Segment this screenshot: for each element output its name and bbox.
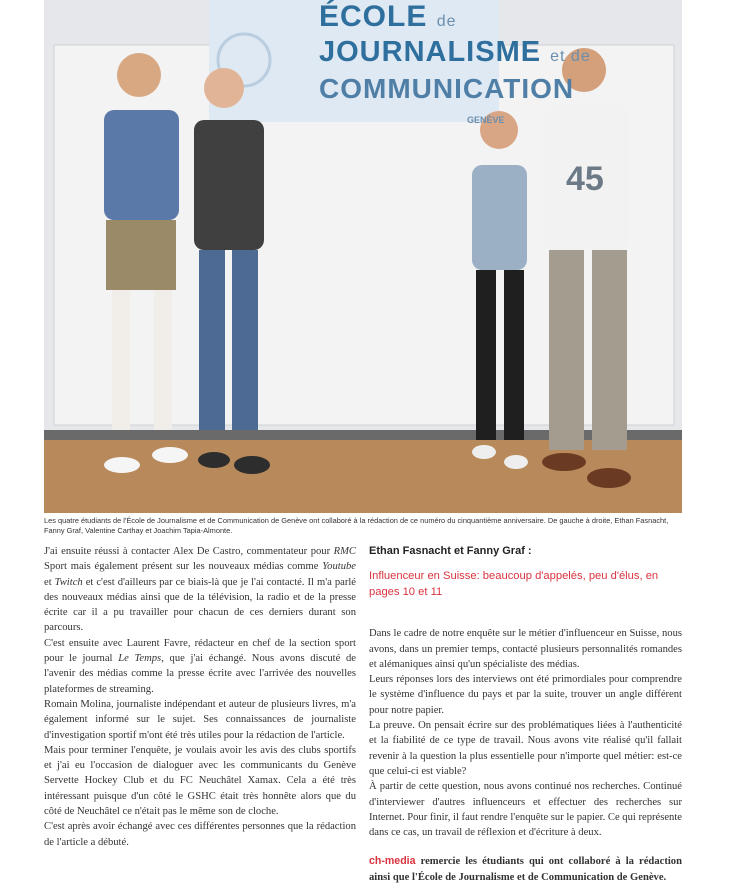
article-author: Ethan Fasnacht et Fanny Graf : (369, 545, 532, 557)
photo-caption: Les quatre étudiants de l'École de Journalisme et de Communication de Genève ont collaboré à la rédaction de ce numéro du cinquantième anniversaire. De gauche à droite, Ethan Fasnacht, Fanny Graf, Valentine Carthay et Joachim Tapia-Almonte. (44, 516, 669, 535)
banner-line-2: JOURNALISME (319, 36, 542, 68)
banner-line-1: ÉCOLE (319, 0, 428, 33)
left-column (44, 544, 356, 850)
right-paragraph-3: La preuve. On pensait écrire sur des problématiques liées à l'authenticité et la fiabilité de ce type de travail. Nous avons vite réalisé qu'il fallait revenir à la question la plus essentielle pour n'importe quel métier: est-ce que celui-ci est viable? (369, 720, 682, 777)
right-paragraph-2: Leurs réponses lors des interviews ont été primordiales pour comprendre le système d'influence du pays et par la suite, trouver un angle différent pour notre papier. (369, 674, 682, 716)
article-headline: Influenceur en Suisse: beaucoup d'appelés, peu d'élus, en pages 10 et 11 (369, 570, 659, 599)
right-paragraph-4: À partir de cette question, nous avons continué nos recherches. Continué d'interviewer d'autres influenceurs et effectuer des recherches sur Internet. Pour finir, il faut rendre l'enquête sur le papier. Ce qui représente dans ce cas, un travail de réflexion et d'écriture à deux. (369, 781, 683, 839)
banner-line-1-small: de (436, 13, 457, 30)
right-paragraph-1: Dans le cadre de notre enquête sur le métier d'influenceur en Suisse, nous avons, dans un premier temps, contacté plusieurs personnalités romandes et alémaniques ainsi qu'un spécialiste des médias. (369, 628, 682, 670)
left-paragraph-1: J'ai ensuite réussi à contacter Alex De Castro, commentateur pour RMC Sport mais également présent sur les nouveaux médias comme Youtube et Twitch et c'est d'ailleurs par ce biais-là que je l'ai contacté. Il m'a parlé des nouveaux médias ainsi que de la télévision, la radio et de la presse écrite car il a pu travailler pour chacun de ces derniers durant son parcours. (44, 546, 356, 634)
banner-line-3: COMMUNICATION (319, 73, 575, 104)
credit-text: remercie les étudiants qui ont collaboré à la rédaction ainsi que l'École de Journalisme et de Communication de Genève. (369, 856, 682, 883)
banner-line-4: GENÈVE (467, 115, 505, 125)
left-paragraph-3: Romain Molina, journaliste indépendant et auteur de plusieurs livres, m'a également informé sur le sujet. Ses connaissances de journaliste d'investigation sportif m'ont été très utiles pour la rédaction de l'article. (44, 698, 356, 741)
left-paragraph-2: C'est ensuite avec Laurent Favre, rédacteur en chef de la section sport pour le journal Le Temps, que j'ai échangé. Nous avons discuté de l'avenir des médias comme la presse écrite avec l'arrivée des nouvelles plateformes de streaming. (44, 637, 356, 695)
right-column (369, 544, 682, 885)
group-photo (44, 0, 682, 513)
left-paragraph-4: Mais pour terminer l'enquête, je voulais avoir les avis des clubs sportifs et j'ai eu l'occasion de dialoguer avec les communicants du Genève Servette Hockey Club et du FC Neuchâtel Xamax. Cela a été très intéressant puisque d'un côté le GSHC était très honnête alors que du côté de Neuchâtel ce n'était pas le même son de cloche. (44, 744, 356, 818)
shirt-number: 45 (566, 160, 604, 198)
ch-media-brand: ch-media (369, 855, 416, 868)
banner-line-2-small: et de (550, 48, 591, 65)
left-paragraph-5: C'est après avoir échangé avec ces différentes personnes que la rédaction de l'article a débuté. (44, 821, 356, 848)
banner-logo-text (319, 0, 591, 125)
credit-line (369, 854, 682, 885)
